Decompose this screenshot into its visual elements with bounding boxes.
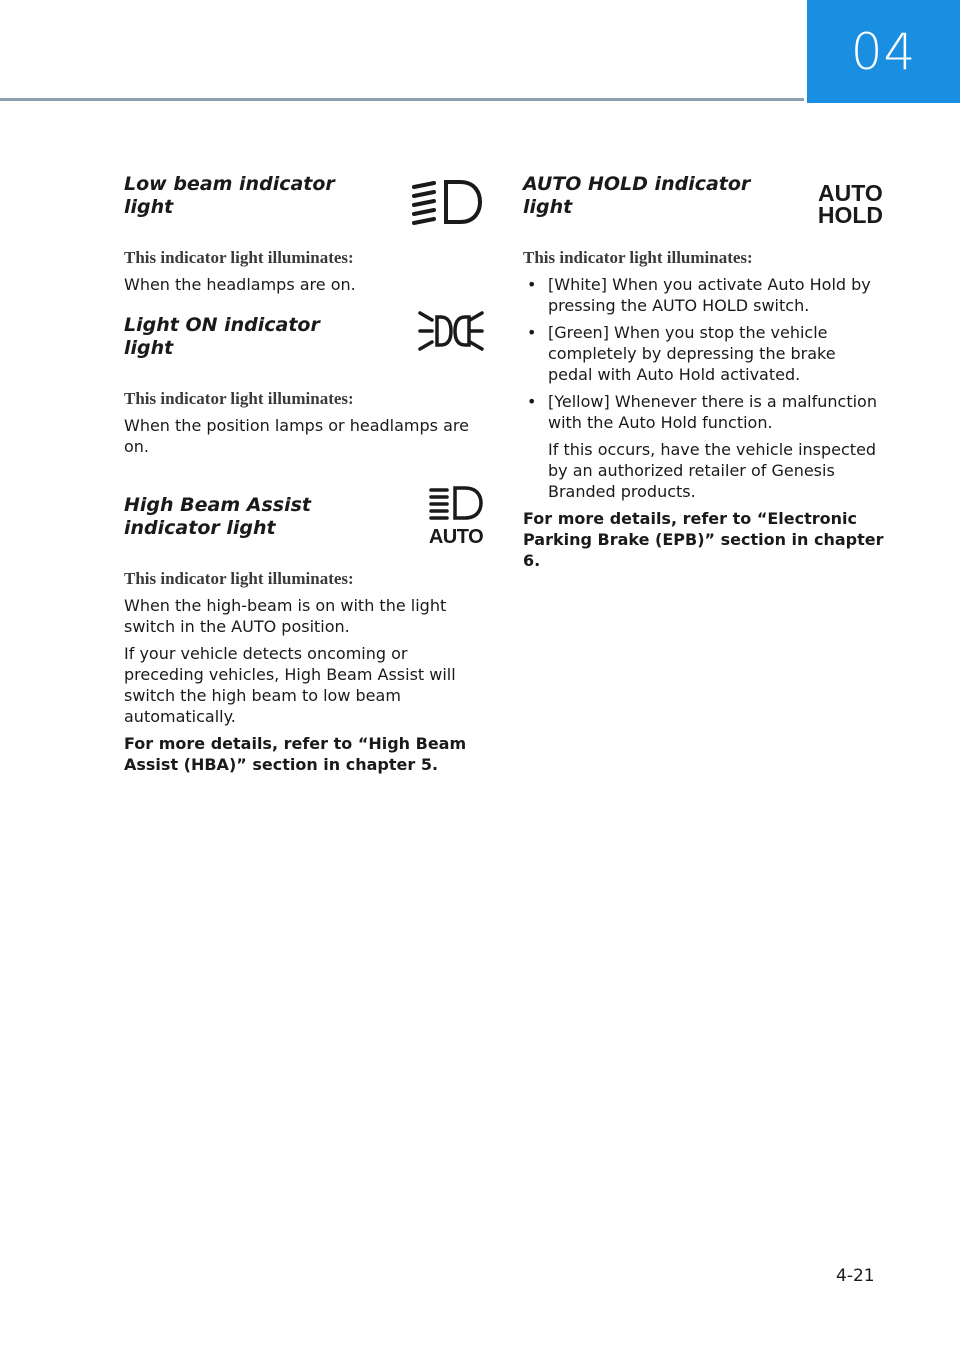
left-column [124,170,484,781]
page-number: 4-21 [836,1266,875,1286]
auto-hold-bullet-note: If this occurs, have the vehicle inspected by an authorized retailer of Genesis Branded products. [548,440,877,501]
light-on-paragraph: When the position lamps or headlamps are on. [124,416,469,456]
hba-lead: This indicator light illuminates: [124,569,354,588]
hba-reference: For more details, refer to “High Beam Assist (HBA)” section in chapter 5. [124,734,467,774]
chapter-tab: 04 [807,0,960,103]
hba-section [124,491,484,775]
light-on-title: Light ON indicator light [124,314,320,359]
auto-hold-icon-line2: HOLD [817,202,883,228]
hba-icon [428,485,484,547]
light-on-section [124,311,484,457]
low-beam-section [124,170,484,295]
hba-icon-text: AUTO [428,526,484,548]
hba-paragraph-1: When the high-beam is on with the light switch in the AUTO position. [124,596,447,636]
auto-hold-section [523,170,885,571]
list-item: • [Yellow] Whenever there is a malfunction with the Auto Hold function. If this occurs, have the vehicle inspected by an authorized retailer of Genesis Branded products. [523,391,885,502]
list-item: • [White] When you activate Auto Hold by pressing the AUTO HOLD switch. [523,274,885,316]
low-beam-paragraph: When the headlamps are on. [124,275,356,294]
auto-hold-icon [818,182,883,226]
right-column [523,170,885,577]
hba-paragraph-2: If your vehicle detects oncoming or preceding vehicles, High Beam Assist will switch the high beam to low beam automatically. [124,644,456,726]
position-lamp-icon [418,311,484,351]
hba-title: High Beam Assist indicator light [124,494,311,539]
auto-hold-reference: For more details, refer to “Electronic Parking Brake (EPB)” section in chapter 6. [523,509,884,570]
auto-hold-icon-line1: AUTO [818,180,883,206]
auto-hold-title: AUTO HOLD indicator light [523,173,751,218]
low-beam-lead: This indicator light illuminates: [124,248,354,267]
auto-hold-bullets [523,274,885,502]
list-item: • [Green] When you stop the vehicle completely by depressing the brake pedal with Auto Hold activated. [523,322,885,385]
auto-hold-lead: This indicator light illuminates: [523,248,753,267]
header-rule [0,98,804,101]
light-on-lead: This indicator light illuminates: [124,389,354,408]
low-beam-title: Low beam indicator light [124,173,335,218]
low-beam-icon [410,176,484,226]
high-beam-icon [428,485,484,521]
